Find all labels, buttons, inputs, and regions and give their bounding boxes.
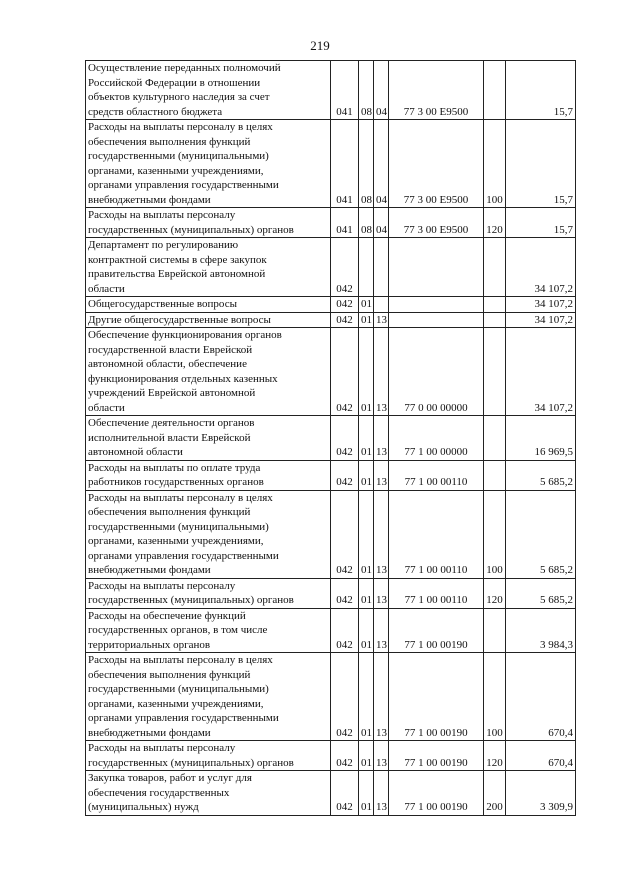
expense-type-cell: 120 <box>484 578 506 608</box>
target-article-cell: 77 3 00 E9500 <box>389 61 484 120</box>
table-row <box>86 653 576 741</box>
expense-type-cell <box>484 61 506 120</box>
section-code-cell: 01 <box>359 771 374 816</box>
subsection-code-cell: 13 <box>374 312 389 328</box>
expense-type-cell: 200 <box>484 771 506 816</box>
target-article-cell: 77 1 00 00190 <box>389 608 484 653</box>
expense-name-line: Российской Федерации в отношении <box>88 76 261 89</box>
grbs-code-cell: 041 <box>331 61 359 120</box>
expense-name-cell <box>86 61 331 120</box>
expense-name-line: (муниципальных) нужд <box>88 801 199 813</box>
expense-name-cell <box>86 416 331 461</box>
grbs-code-cell: 042 <box>331 653 359 741</box>
subsection-code-cell: 13 <box>374 653 389 741</box>
table-row <box>86 312 576 328</box>
expense-name-line: государственных (муниципальных) органов <box>88 594 294 606</box>
amount-cell: 34 107,2 <box>506 312 576 328</box>
expense-name-line: Расходы на выплаты персоналу <box>88 742 236 754</box>
section-code-cell: 01 <box>359 460 374 490</box>
expense-name-line: внебюджетными фондами <box>88 193 211 206</box>
expense-name-line: государственных (муниципальных) органов <box>88 223 294 236</box>
amount-cell: 5 685,2 <box>506 460 576 490</box>
table-row <box>86 490 576 578</box>
expense-name-line: государственными (муниципальными) <box>88 683 269 695</box>
grbs-code-cell: 042 <box>331 238 359 297</box>
section-code-cell: 01 <box>359 297 374 313</box>
expense-type-cell: 120 <box>484 208 506 238</box>
expense-name-line: государственных органов, в том числе <box>88 624 268 636</box>
expense-type-cell <box>484 297 506 313</box>
amount-cell: 34 107,2 <box>506 328 576 416</box>
grbs-code-cell: 042 <box>331 312 359 328</box>
expense-name-line: контрактной системы в сфере закупок <box>88 253 267 266</box>
table-row <box>86 120 576 208</box>
expense-name-line: Обеспечение деятельности органов <box>88 417 255 429</box>
target-article-cell: 77 1 00 00110 <box>389 490 484 578</box>
expense-type-cell: 100 <box>484 653 506 741</box>
expense-name-line: Расходы на выплаты по оплате труда <box>88 461 261 474</box>
expense-name-line: автономной области, обеспечение <box>88 358 247 370</box>
grbs-code-cell: 042 <box>331 460 359 490</box>
target-article-cell: 77 3 00 E9500 <box>389 208 484 238</box>
grbs-code-cell: 042 <box>331 608 359 653</box>
expense-name-line: Расходы на выплаты персоналу в целях <box>88 654 273 666</box>
grbs-code-cell: 042 <box>331 297 359 313</box>
expense-name-line: Осуществление переданных полномочий <box>88 62 281 74</box>
table-row <box>86 608 576 653</box>
expense-name-cell <box>86 578 331 608</box>
expense-name-line: обеспечения государственных <box>88 786 230 799</box>
expense-name-cell <box>86 771 331 816</box>
subsection-code-cell: 04 <box>374 120 389 208</box>
expense-name-line: органами управления государственными <box>88 179 279 191</box>
expense-type-cell <box>484 416 506 461</box>
table-row <box>86 238 576 297</box>
subsection-code-cell: 04 <box>374 208 389 238</box>
target-article-cell: 77 0 00 00000 <box>389 328 484 416</box>
section-code-cell: 01 <box>359 328 374 416</box>
table-row <box>86 771 576 816</box>
section-code-cell: 01 <box>359 741 374 771</box>
amount-cell: 3 309,9 <box>506 771 576 816</box>
budget-table-body <box>86 61 576 816</box>
grbs-code-cell: 041 <box>331 208 359 238</box>
grbs-code-cell: 042 <box>331 771 359 816</box>
expense-name-line: государственными (муниципальными) <box>88 150 269 162</box>
expense-type-cell: 100 <box>484 120 506 208</box>
grbs-code-cell: 042 <box>331 741 359 771</box>
section-code-cell: 01 <box>359 312 374 328</box>
expense-name-cell <box>86 238 331 297</box>
table-row <box>86 328 576 416</box>
expense-name-line: Закупка товаров, работ и услуг для <box>88 772 252 784</box>
expense-name-cell <box>86 490 331 578</box>
subsection-code-cell: 13 <box>374 328 389 416</box>
amount-cell: 5 685,2 <box>506 490 576 578</box>
expense-name-line: области <box>88 282 125 295</box>
expense-type-cell <box>484 328 506 416</box>
expense-name-line: Расходы на выплаты персоналу в целях <box>88 121 273 133</box>
expense-name-line: органами управления государственными <box>88 549 279 562</box>
amount-cell: 34 107,2 <box>506 297 576 313</box>
expense-name-line: Расходы на выплаты персоналу <box>88 209 236 221</box>
amount-cell: 15,7 <box>506 120 576 208</box>
table-row <box>86 741 576 771</box>
target-article-cell: 77 1 00 00190 <box>389 771 484 816</box>
expense-name-line: области <box>88 401 125 414</box>
table-row <box>86 297 576 313</box>
amount-cell: 670,4 <box>506 653 576 741</box>
target-article-cell: 77 1 00 00190 <box>389 653 484 741</box>
expense-type-cell <box>484 312 506 328</box>
target-article-cell: 77 1 00 00110 <box>389 578 484 608</box>
target-article-cell <box>389 312 484 328</box>
expense-name-line: работников государственных органов <box>88 476 264 488</box>
subsection-code-cell <box>374 238 389 297</box>
amount-cell: 34 107,2 <box>506 238 576 297</box>
target-article-cell: 77 1 00 00110 <box>389 460 484 490</box>
target-article-cell <box>389 297 484 313</box>
section-code-cell: 08 <box>359 61 374 120</box>
section-code-cell: 01 <box>359 578 374 608</box>
section-code-cell: 01 <box>359 608 374 653</box>
expense-name-cell <box>86 653 331 741</box>
expense-name-cell <box>86 120 331 208</box>
page-number: 219 <box>310 38 330 53</box>
subsection-code-cell: 13 <box>374 771 389 816</box>
grbs-code-cell: 042 <box>331 490 359 578</box>
expense-name-line: обеспечения выполнения функций <box>88 506 251 518</box>
expense-name-line: правительства Еврейской автономной <box>88 268 266 280</box>
expense-type-cell <box>484 460 506 490</box>
amount-cell: 3 984,3 <box>506 608 576 653</box>
expense-name-line: территориальных органов <box>88 638 211 651</box>
amount-cell: 5 685,2 <box>506 578 576 608</box>
expense-name-line: органами, казенными учреждениями, <box>88 697 264 710</box>
target-article-cell: 77 3 00 E9500 <box>389 120 484 208</box>
expense-name-line: Расходы на выплаты персоналу в целях <box>88 491 273 504</box>
grbs-code-cell: 041 <box>331 120 359 208</box>
target-article-cell <box>389 238 484 297</box>
amount-cell: 670,4 <box>506 741 576 771</box>
expense-name-line: органами, казенными учреждениями, <box>88 164 264 177</box>
expense-name-line: обеспечения выполнения функций <box>88 135 251 148</box>
table-row <box>86 416 576 461</box>
expense-name-cell <box>86 208 331 238</box>
table-row <box>86 61 576 120</box>
expense-name-cell <box>86 297 331 313</box>
section-code-cell: 01 <box>359 653 374 741</box>
subsection-code-cell: 13 <box>374 608 389 653</box>
expense-name-line: исполнительной власти Еврейской <box>88 431 251 444</box>
expense-name-line: государственной власти Еврейской <box>88 343 253 356</box>
expense-name-line: обеспечения выполнения функций <box>88 668 251 681</box>
amount-cell: 15,7 <box>506 61 576 120</box>
table-row <box>86 460 576 490</box>
expense-name-line: органами, казенными учреждениями, <box>88 535 264 547</box>
section-code-cell: 01 <box>359 490 374 578</box>
expense-name-cell <box>86 312 331 328</box>
section-code-cell <box>359 238 374 297</box>
amount-cell: 16 969,5 <box>506 416 576 461</box>
expense-name-line: Расходы на обеспечение функций <box>88 609 246 622</box>
table-row <box>86 208 576 238</box>
grbs-code-cell: 042 <box>331 416 359 461</box>
expense-name-line: автономной области <box>88 446 183 458</box>
subsection-code-cell: 13 <box>374 416 389 461</box>
subsection-code-cell: 13 <box>374 741 389 771</box>
expense-type-cell: 120 <box>484 741 506 771</box>
expense-type-cell <box>484 608 506 653</box>
target-article-cell: 77 1 00 00190 <box>389 741 484 771</box>
grbs-code-cell: 042 <box>331 578 359 608</box>
expense-name-line: объектов культурного наследия за счет <box>88 91 270 103</box>
expense-name-cell <box>86 328 331 416</box>
expense-name-line: учреждений Еврейской автономной <box>88 387 256 399</box>
expense-type-cell <box>484 238 506 297</box>
expense-name-cell <box>86 741 331 771</box>
expense-name-line: государственными (муниципальными) <box>88 520 269 533</box>
expense-name-line: средств областного бюджета <box>88 105 223 118</box>
expense-name-cell <box>86 460 331 490</box>
table-row <box>86 578 576 608</box>
section-code-cell: 01 <box>359 416 374 461</box>
expense-name-line: Общегосударственные вопросы <box>88 298 237 310</box>
target-article-cell: 77 1 00 00000 <box>389 416 484 461</box>
section-code-cell: 08 <box>359 120 374 208</box>
subsection-code-cell: 13 <box>374 490 389 578</box>
expense-name-line: Обеспечение функционирования органов <box>88 329 282 341</box>
amount-cell: 15,7 <box>506 208 576 238</box>
expense-name-line: Расходы на выплаты персоналу <box>88 579 236 592</box>
subsection-code-cell: 04 <box>374 61 389 120</box>
expense-name-line: Департамент по регулированию <box>88 239 239 251</box>
subsection-code-cell <box>374 297 389 313</box>
subsection-code-cell: 13 <box>374 578 389 608</box>
expense-name-line: функционирования отдельных казенных <box>88 372 278 385</box>
expense-name-line: органами управления государственными <box>88 712 279 724</box>
expense-type-cell: 100 <box>484 490 506 578</box>
expense-name-line: внебюджетными фондами <box>88 564 211 576</box>
expense-name-line: внебюджетными фондами <box>88 726 211 739</box>
grbs-code-cell: 042 <box>331 328 359 416</box>
budget-table <box>85 60 576 816</box>
expense-name-cell <box>86 608 331 653</box>
expense-name-line: Другие общегосударственные вопросы <box>88 313 271 326</box>
section-code-cell: 08 <box>359 208 374 238</box>
expense-name-line: государственных (муниципальных) органов <box>88 756 294 769</box>
subsection-code-cell: 13 <box>374 460 389 490</box>
